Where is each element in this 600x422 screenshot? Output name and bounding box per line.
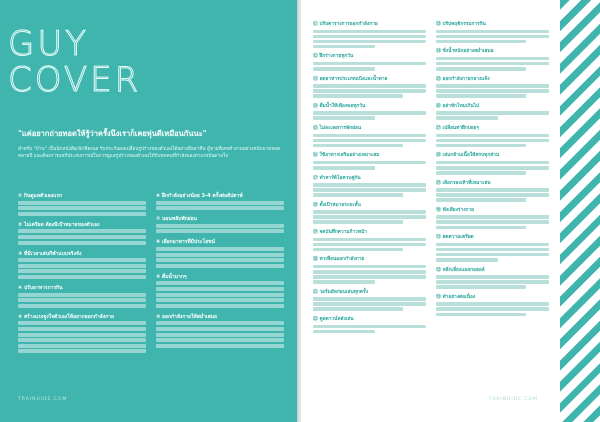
tip-item [436,181,549,202]
tip-title: ⑳ หาเพื่อนออกกำลังกาย [313,257,365,263]
tip-item [436,153,549,174]
right-column-2 [436,22,549,339]
tip-title: ⑱ ตั้งเป้าหมายระยะสั้น [313,202,361,208]
tip-title: ㉑ วอร์มอัพก่อนเล่นทุกครั้ง [313,289,368,295]
text-line [156,298,284,302]
tip-title: ⑯ ใช้อาหารเสริมอย่างเหมาะสม [313,153,380,159]
text-line [436,171,526,175]
tip-body-text [436,161,549,175]
text-line [156,293,284,297]
tip-body-text [436,188,549,202]
text-line [436,166,549,170]
tip-title: ㉔ ชั่งน้ำหนักอย่างสม่ำเสมอ [436,49,494,55]
tip-body-text [436,30,549,44]
left-column-1 [18,193,146,359]
text-line [18,235,146,239]
tip-item [436,295,549,316]
tip-body-text [156,201,284,211]
text-line [18,333,146,337]
text-line [156,287,284,291]
tip-item [436,208,549,229]
tip-item [18,251,146,279]
text-line [156,304,284,308]
tip-title: ⑲ จดบันทึกความก้าวหน้า [313,230,367,236]
tip-title: ⑰ ทำคาร์ดิโอควบคู่กัน [313,175,361,181]
tip-item [436,77,549,98]
right-column-1 [313,22,426,339]
text-line [436,35,549,39]
text-line [313,67,375,71]
tip-item [18,193,146,216]
text-line [156,247,284,251]
text-line [313,35,426,39]
tip-item [436,22,549,43]
text-line [156,344,284,348]
tip-body-text [313,62,426,71]
tip-body-text [436,134,549,148]
tip-title: ㉒ คูลดาวน์หลังเล่น [313,317,354,322]
text-line [18,338,146,342]
tip-title: ㉗ เปลี่ยนท่าฝึกบ่อยๆ [436,126,480,132]
tip-title: ⑬ ลดอาหารประเภทแป้งและน้ำตาล [313,76,388,82]
text-line [18,201,146,205]
tip-body-text [156,247,284,268]
tip-item [18,222,146,245]
text-line [436,253,549,257]
tip-body-text [436,302,549,316]
text-line [156,321,284,325]
tip-body-text [436,275,549,289]
text-line [313,215,426,219]
tip-title: ㉜ หลีกเลี่ยงแอลกอฮอล์ [436,267,485,273]
right-footer: TRAINUIDE.COM [488,397,538,402]
text-line [313,275,426,279]
tip-title: ㉝ ทำอย่างต่อเนื่อง [436,294,476,300]
right-page [301,0,600,422]
tip-title: ⑦ นอนหลับพักผ่อน [156,216,198,223]
left-columns [18,193,284,359]
pull-quote: "แค่อยากถ่ายทอดให้รู้ว่าครั้งนึงเราก็เคยหุ่นดีเหมือนกันนะ" [18,129,207,138]
text-line [436,215,549,219]
text-line [436,198,526,202]
tip-item [313,257,426,283]
text-line [313,302,426,306]
title-line-1: GUY [8,24,90,64]
text-line [436,285,526,289]
tip-title: ① กินดูแลตัวเองแรก [18,193,63,199]
text-line [313,134,426,138]
tip-body-text [313,111,426,120]
tip-title: ㉓ ปรับพฤติกรรมการกิน [436,22,486,27]
text-line [436,40,526,44]
text-line [436,248,549,252]
text-line [313,325,426,329]
tip-item [156,274,284,308]
tip-item [313,230,426,251]
left-footer: TRAINUIDE.COM [18,397,68,402]
tip-title: ⑮ ไม่ละเลยการพักผ่อน [313,126,362,132]
text-line [436,139,549,143]
text-line [18,344,146,348]
tip-body-text [156,281,284,307]
left-column-2 [156,193,284,359]
tip-title: ⑧ เลือกอาหารที่มีประโยชน์ [156,239,215,246]
text-line [436,111,549,115]
tip-item [313,77,426,98]
tip-item [18,285,146,308]
text-line [436,94,526,98]
text-line [18,258,146,262]
tip-item [313,153,426,169]
text-line [313,248,403,252]
tip-item [18,314,146,354]
text-line [18,212,146,216]
tip-item [313,176,426,197]
right-columns [313,22,549,339]
tip-body-text [18,229,146,244]
text-line [313,62,426,66]
text-line [313,270,426,274]
text-line [313,161,426,165]
tip-item [313,104,426,120]
tip-body-text [313,325,426,334]
text-line [313,139,426,143]
decorative-stripes [560,0,600,422]
tip-item [436,126,549,147]
title-line-2: COVER [8,60,142,100]
tip-title: ㉖ อย่าหักโหมเกินไป [436,103,480,109]
tip-title: ⑤ สร้างแรงจูงใจตัวเองให้อยากออกกำลังกาย [18,313,114,320]
tip-body-text [313,265,426,284]
tip-body-text [313,161,426,170]
text-line [18,241,146,245]
tip-body-text [436,215,549,229]
tip-body-text [313,84,426,98]
tip-item [313,126,426,147]
text-line [313,94,403,98]
text-line [436,144,526,148]
tip-item [156,193,284,210]
text-line [313,30,426,34]
text-line [436,89,549,93]
text-line [436,243,549,247]
text-line [18,304,146,308]
text-line [436,161,549,165]
tip-title: ⑫ ฝึกร่างกายทุกวัน [313,54,354,60]
text-line [313,280,375,284]
text-line [313,238,426,242]
tip-title: ⑨ ดื่มน้ำมากๆ [156,273,187,280]
text-line [436,313,526,317]
intro-paragraph: สำหรับ "บ้าน" เป็นนักหนังสือ/นักฟิตเนส รับประกันผลเปลี่ยนรูปร่างของตัวเองได้อย่างมืออาชีพ ผู้ชายที่เคยทำงานอย่างหนักมาตลอดหลายปี และต้องการแชร์ประสบการณ์ในการดูแลรูปร่างของตัวเองให้กับทุกคนที่กำลังมองหาแรงบันดาลใจ [18,147,280,159]
tip-title: ② ไม่เครียด ต้องมีเป้าหมายของตัวเอง [18,221,100,228]
text-line [313,45,375,49]
text-line [436,220,549,224]
tip-title: ㉚ ฟังเสียงร่างกาย [436,207,474,213]
tip-body-text [156,321,284,347]
text-line [436,226,526,230]
tip-body-text [18,321,146,353]
text-line [156,229,284,233]
tip-title: ⑥ ฝึกกำลังอย่างน้อย 3-4 ครั้งต่อสัปดาห์ [156,193,243,199]
tip-title: ㉘ เล่นกล้ามเนื้อให้ครบทุกส่วน [436,153,500,159]
text-line [156,338,284,342]
tip-item [313,290,426,311]
text-line [313,265,426,269]
tip-item [156,314,284,348]
tip-body-text [313,238,426,252]
tip-body-text [156,224,284,234]
tip-title: ④ ปรับอาหารการกิน [18,284,63,291]
text-line [313,210,426,214]
tip-item [313,317,426,333]
text-line [18,327,146,331]
text-line [313,116,375,120]
tip-body-text [18,201,146,216]
tip-item [436,268,549,289]
text-line [313,111,426,115]
text-line [156,327,284,331]
text-line [313,307,403,311]
text-line [313,220,403,224]
text-line [436,62,549,66]
text-line [313,40,426,44]
text-line [436,275,549,279]
text-line [18,206,146,210]
tip-body-text [436,243,549,262]
text-line [436,116,498,120]
tip-item [313,54,426,70]
text-line [18,349,146,353]
tip-item [436,49,549,70]
tip-body-text [313,183,426,197]
tip-item [313,203,426,224]
text-line [436,30,549,34]
text-line [313,297,426,301]
text-line [436,67,526,71]
text-line [436,57,549,61]
text-line [436,193,549,197]
text-line [156,206,284,210]
tip-body-text [18,258,146,279]
text-line [436,188,549,192]
tip-title: ⑪ ปรับตารางการออกกำลังกาย [313,22,378,27]
tip-item [156,216,284,233]
tip-title: ㉙ เลือกรองเท้าที่เหมาะสม [436,180,491,186]
text-line [18,321,146,325]
tip-body-text [313,297,426,311]
text-line [436,258,498,262]
text-line [18,229,146,233]
tip-title: ③ ที่มีเวลาเล่นกีฬาแบบจริงจัง [18,250,82,257]
tip-body-text [436,111,549,120]
tip-body-text [436,84,549,98]
text-line [313,188,426,192]
tip-item [436,104,549,120]
tip-body-text [436,57,549,71]
tip-title: ⑭ ดื่มน้ำให้เพียงพอทุกวัน [313,103,366,109]
tip-item [156,239,284,267]
text-line [313,166,375,170]
text-line [156,201,284,205]
text-line [313,183,426,187]
text-line [436,307,549,311]
tip-title: ⑩ ออกกำลังกายให้สม่ำเสมอ [156,313,218,320]
tip-item [436,235,549,261]
text-line [156,333,284,337]
tip-item [313,22,426,48]
tip-body-text [313,134,426,148]
text-line [313,84,426,88]
cover-title [8,26,141,98]
text-line [313,330,375,334]
text-line [313,144,403,148]
text-line [156,224,284,228]
text-line [313,89,426,93]
text-line [18,298,146,302]
text-line [436,302,549,306]
tip-body-text [18,293,146,308]
tip-body-text [313,210,426,224]
text-line [156,253,284,257]
text-line [156,258,284,262]
text-line [436,134,549,138]
text-line [436,84,549,88]
text-line [313,193,403,197]
tip-title: ㉛ ลดความเครียด [436,235,474,241]
text-line [156,264,284,268]
text-line [156,281,284,285]
text-line [18,293,146,297]
text-line [313,243,426,247]
text-line [436,280,549,284]
text-line [18,275,146,279]
tip-body-text [313,30,426,49]
tip-title: ㉕ ออกกำลังกายกลางแจ้ง [436,76,490,82]
text-line [18,269,146,273]
left-page [0,0,297,422]
text-line [18,264,146,268]
